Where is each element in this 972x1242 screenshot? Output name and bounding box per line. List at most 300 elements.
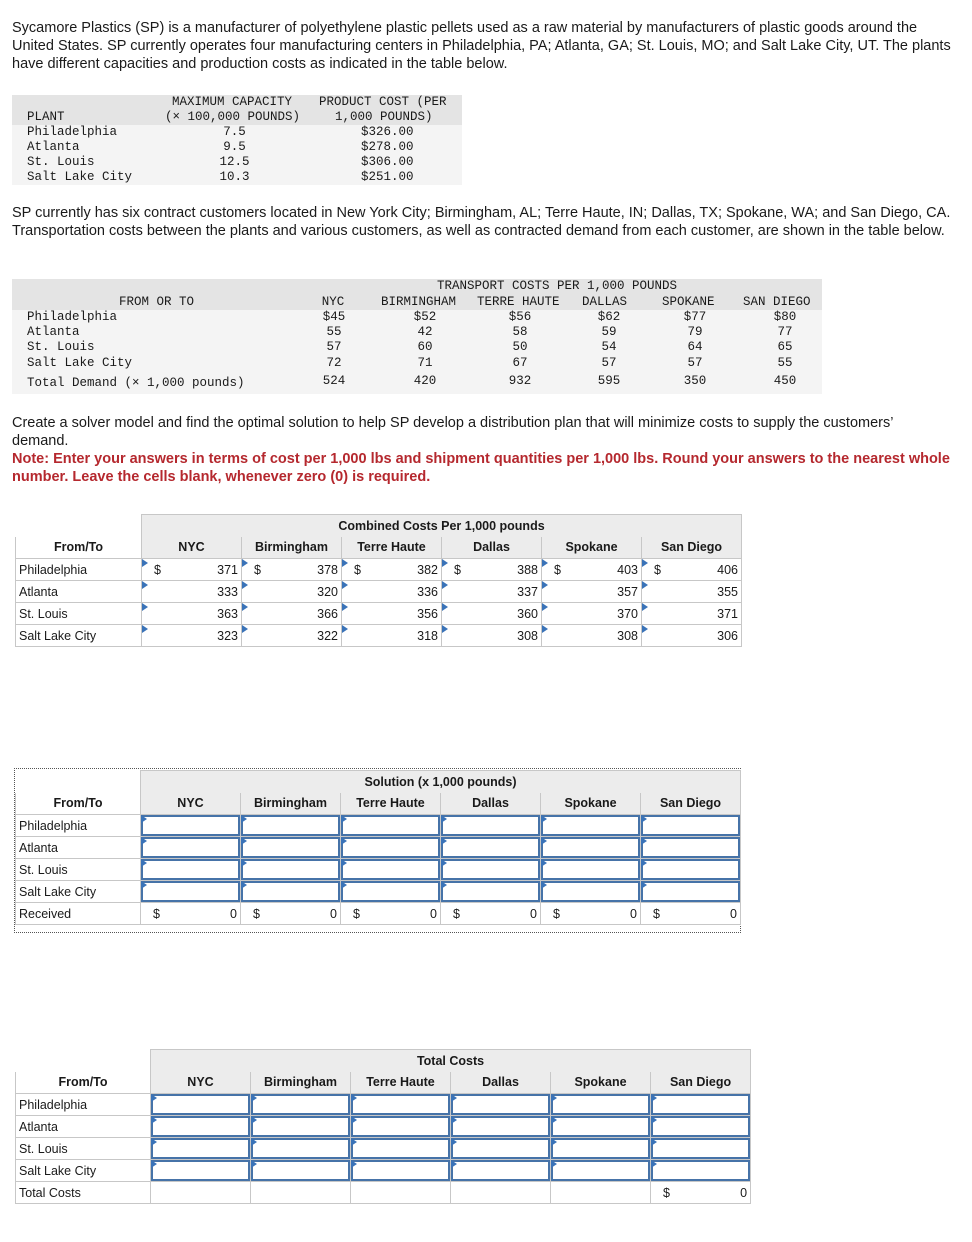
empty-cell <box>351 1182 451 1204</box>
total-cost-input-atlanta-birmingham-cell <box>251 1116 351 1138</box>
solution-input-salt-lake-city-san-diego[interactable] <box>641 881 740 902</box>
solution-input-st-louis-spokane[interactable] <box>541 859 640 880</box>
combined-cost-value: 336 <box>417 584 438 599</box>
row-label: Salt Lake City <box>16 625 142 647</box>
input-flag-icon <box>442 603 448 611</box>
solution-input-atlanta-birmingham-cell <box>241 837 341 859</box>
combined-cost-value: 363 <box>217 606 238 621</box>
combined-cost-value: 371 <box>717 606 739 621</box>
transport-cost-cell: 57 <box>326 340 342 354</box>
combined-cost-cell <box>342 603 442 625</box>
total-cost-input-salt-lake-city-nyc-cell <box>151 1160 251 1182</box>
solution-input-st-louis-dallas[interactable] <box>441 859 540 880</box>
total-demand-cell: 350 <box>683 374 707 388</box>
transport-cost-cell: 79 <box>687 325 703 339</box>
solution-input-st-louis-terre-haute-cell <box>341 859 441 881</box>
total-cost-input-atlanta-spokane-cell <box>551 1116 651 1138</box>
total-cost-input-philadelphia-spokane[interactable] <box>551 1094 650 1115</box>
input-flag-icon <box>242 603 248 611</box>
total-cost-input-st-louis-san-diego-cell <box>651 1138 751 1160</box>
total-demand-cell: 420 <box>413 374 437 388</box>
currency-symbol: $ <box>663 1186 670 1200</box>
table-row <box>16 1094 751 1116</box>
solution-input-philadelphia-spokane[interactable] <box>541 815 640 836</box>
combined-cost-cell <box>642 581 742 603</box>
col-nyc: NYC <box>151 1072 251 1094</box>
total-cost-input-philadelphia-terre-haute-cell <box>351 1094 451 1116</box>
empty-cell <box>251 1182 351 1204</box>
header-col-dallas: DALLAS <box>582 295 628 309</box>
solution-input-st-louis-birmingham-cell <box>241 859 341 881</box>
combined-cost-value: 382 <box>417 562 438 577</box>
combined-cost-value: 333 <box>217 584 238 599</box>
combined-cost-cell <box>642 559 742 581</box>
total-cost-input-salt-lake-city-spokane-cell <box>551 1160 651 1182</box>
total-cost-input-st-louis-spokane[interactable] <box>551 1138 650 1159</box>
combined-cost-value: 357 <box>617 584 638 599</box>
received-value: 0 <box>630 906 637 921</box>
solution-input-st-louis-san-diego[interactable] <box>641 859 740 880</box>
plant-cost: $306.00 <box>361 155 414 169</box>
col-birmingham: Birmingham <box>241 793 341 815</box>
header-plant: PLANT <box>27 110 65 124</box>
table-row <box>16 881 741 903</box>
received-cell <box>241 903 341 925</box>
table-row <box>16 837 741 859</box>
total-cost-input-philadelphia-birmingham[interactable] <box>251 1094 350 1115</box>
input-flag-icon <box>442 559 448 567</box>
total-cost-input-st-louis-nyc[interactable] <box>151 1138 250 1159</box>
total-cost-input-atlanta-terre-haute-cell <box>351 1116 451 1138</box>
transport-cost-cell: $80 <box>773 310 797 324</box>
total-cost-input-atlanta-san-diego[interactable] <box>651 1116 750 1137</box>
intro-paragraph-3: Create a solver model and find the optimal solution to help SP develop a distribution plan that will minimize costs to supply the customers’ demand. <box>12 415 893 449</box>
solution-input-atlanta-birmingham[interactable] <box>241 837 340 858</box>
transport-row-name: Atlanta <box>27 325 80 339</box>
table-row <box>16 1138 751 1160</box>
header-capacity-line1: MAXIMUM CAPACITY <box>172 95 293 109</box>
plant-capacity: 7.5 <box>223 125 246 139</box>
row-label: Atlanta <box>16 837 141 859</box>
received-cell <box>641 903 741 925</box>
note: Note: Enter your answers in terms of cost per 1,000 lbs and shipment quantities per 1,000 lbs. Round your answers to the nearest whole number. Leave the cells blank, whenever zero (0) is required. <box>12 451 950 485</box>
total-cost-input-philadelphia-birmingham-cell <box>251 1094 351 1116</box>
currency-symbol: $ <box>454 563 461 577</box>
header-col-spokane: SPOKANE <box>662 295 715 309</box>
combined-cost-value: 403 <box>617 562 638 577</box>
combined-cost-cell <box>442 603 542 625</box>
header-col-terre-haute: TERRE HAUTE <box>477 295 560 309</box>
total-cost-input-st-louis-terre-haute-cell <box>351 1138 451 1160</box>
total-cost-input-atlanta-san-diego-cell <box>651 1116 751 1138</box>
combined-cost-value: 378 <box>317 562 338 577</box>
input-flag-icon <box>342 625 348 633</box>
total-cost-input-st-louis-spokane-cell <box>551 1138 651 1160</box>
total-cost-input-salt-lake-city-san-diego[interactable] <box>651 1160 750 1181</box>
currency-symbol: $ <box>353 907 360 921</box>
received-value: 0 <box>230 906 237 921</box>
col-birmingham: Birmingham <box>242 537 342 559</box>
received-cell <box>541 903 641 925</box>
transport-cost-cell: 65 <box>777 340 793 354</box>
total-cost-input-atlanta-dallas-cell <box>451 1116 551 1138</box>
solution-input-philadelphia-dallas-cell <box>441 815 541 837</box>
header-capacity-line2: (× 100,000 POUNDS) <box>165 110 301 124</box>
combined-cost-value: 318 <box>417 628 438 643</box>
combined-cost-value: 322 <box>317 628 338 643</box>
empty-cell <box>551 1182 651 1204</box>
solution-input-salt-lake-city-dallas-cell <box>441 881 541 903</box>
row-label: Salt Lake City <box>16 881 141 903</box>
currency-symbol: $ <box>254 563 261 577</box>
total-cost-input-salt-lake-city-spokane[interactable] <box>551 1160 650 1181</box>
row-label: Philadelphia <box>16 815 141 837</box>
combined-cost-value: 320 <box>317 584 338 599</box>
solution-input-philadelphia-terre-haute[interactable] <box>341 815 440 836</box>
solution-input-salt-lake-city-spokane[interactable] <box>541 881 640 902</box>
combined-cost-value: 371 <box>217 562 238 577</box>
solution-input-atlanta-nyc-cell <box>141 837 241 859</box>
total-cost-input-philadelphia-dallas-cell <box>451 1094 551 1116</box>
solution-title: Solution (x 1,000 pounds) <box>141 771 741 793</box>
currency-symbol: $ <box>153 907 160 921</box>
transport-cost-cell: 59 <box>601 325 617 339</box>
input-flag-icon <box>242 625 248 633</box>
plant-cost: $251.00 <box>361 170 414 184</box>
currency-symbol: $ <box>154 563 161 577</box>
total-cost-input-atlanta-dallas[interactable] <box>451 1116 550 1137</box>
solution-input-st-louis-nyc[interactable] <box>141 859 240 880</box>
total-costs-label: Total Costs <box>16 1182 151 1204</box>
col-san-diego: San Diego <box>641 793 741 815</box>
total-cost-input-salt-lake-city-dallas[interactable] <box>451 1160 550 1181</box>
total-costs-title: Total Costs <box>151 1050 751 1072</box>
total-cost-input-st-louis-dallas-cell <box>451 1138 551 1160</box>
header-col-san-diego: SAN DIEGO <box>743 295 811 309</box>
total-cost-input-philadelphia-san-diego-cell <box>651 1094 751 1116</box>
received-cell <box>141 903 241 925</box>
intro-paragraph-2: SP currently has six contract customers located in New York City; Birmingham, AL; Terre Haute, IN; Dallas, TX; Spokane, WA; and San Diego, CA. Transportation costs between the plants and various customers, as well as contracted demand from each customer, are shown in the table below. <box>12 205 951 239</box>
plant-capacity: 12.5 <box>219 155 250 169</box>
total-cost-input-atlanta-spokane[interactable] <box>551 1116 650 1137</box>
combined-costs-table <box>15 514 742 647</box>
received-label: Received <box>16 903 141 925</box>
solution-input-philadelphia-dallas[interactable] <box>441 815 540 836</box>
input-flag-icon <box>642 559 648 567</box>
total-costs-row <box>16 1182 751 1204</box>
combined-cost-value: 355 <box>717 584 739 599</box>
combined-cost-value: 370 <box>617 606 638 621</box>
combined-cost-cell <box>542 559 642 581</box>
solution-input-salt-lake-city-birmingham[interactable] <box>241 881 340 902</box>
solution-input-philadelphia-nyc-cell <box>141 815 241 837</box>
solution-input-st-louis-dallas-cell <box>441 859 541 881</box>
received-cell <box>441 903 541 925</box>
combined-cost-value: 406 <box>717 562 739 577</box>
table-row <box>16 581 742 603</box>
combined-cost-cell <box>542 581 642 603</box>
plant-capacity: 9.5 <box>223 140 246 154</box>
col-terre-haute: Terre Haute <box>342 537 442 559</box>
combined-cost-cell <box>442 625 542 647</box>
solution-input-atlanta-nyc[interactable] <box>141 837 240 858</box>
combined-cost-value: 388 <box>517 562 538 577</box>
combined-cost-cell <box>342 581 442 603</box>
transport-cost-cell: 64 <box>687 340 703 354</box>
combined-cost-cell <box>142 625 242 647</box>
total-cost-input-philadelphia-spokane-cell <box>551 1094 651 1116</box>
transport-cost-cell: 72 <box>326 356 342 370</box>
table-row <box>16 859 741 881</box>
solution-input-salt-lake-city-nyc[interactable] <box>141 881 240 902</box>
combined-cost-cell <box>142 603 242 625</box>
combined-cost-cell <box>642 603 742 625</box>
header-from-or-to: FROM OR TO <box>119 295 195 309</box>
total-cost-input-atlanta-terre-haute[interactable] <box>351 1116 450 1137</box>
combined-cost-value: 366 <box>317 606 338 621</box>
currency-symbol: $ <box>354 563 361 577</box>
table-row <box>16 603 742 625</box>
solution-input-philadelphia-san-diego[interactable] <box>641 815 740 836</box>
input-flag-icon <box>142 603 148 611</box>
currency-symbol: $ <box>253 907 260 921</box>
transport-cost-cell: $56 <box>508 310 532 324</box>
total-cost-input-salt-lake-city-terre-haute-cell <box>351 1160 451 1182</box>
total-cost-input-atlanta-nyc-cell <box>151 1116 251 1138</box>
received-cell <box>341 903 441 925</box>
plant-name: Atlanta <box>27 140 80 154</box>
col-dallas: Dallas <box>442 537 542 559</box>
combined-cost-value: 308 <box>617 628 638 643</box>
empty-cell <box>151 1182 251 1204</box>
combined-cost-cell <box>242 581 342 603</box>
row-label: St. Louis <box>16 859 141 881</box>
received-row <box>16 903 741 925</box>
total-cost-input-philadelphia-nyc-cell <box>151 1094 251 1116</box>
transport-cost-cell: $62 <box>597 310 621 324</box>
input-flag-icon <box>542 625 548 633</box>
solution-input-atlanta-terre-haute[interactable] <box>341 837 440 858</box>
received-value: 0 <box>430 906 437 921</box>
col-spokane: Spokane <box>542 537 642 559</box>
input-flag-icon <box>342 559 348 567</box>
input-flag-icon <box>142 581 148 589</box>
combined-cost-cell <box>342 559 442 581</box>
input-flag-icon <box>442 581 448 589</box>
total-cost-input-philadelphia-dallas[interactable] <box>451 1094 550 1115</box>
solution-input-st-louis-san-diego-cell <box>641 859 741 881</box>
solution-input-salt-lake-city-dallas[interactable] <box>441 881 540 902</box>
total-cost-input-salt-lake-city-birmingham[interactable] <box>251 1160 350 1181</box>
solution-input-atlanta-san-diego-cell <box>641 837 741 859</box>
total-demand-cell: 450 <box>773 374 797 388</box>
intro-paragraph-1: Sycamore Plastics (SP) is a manufacturer of polyethylene plastic pellets used as a raw material by manufacturers of plastic goods around the United States. SP currently operates four manufacturing centers in Philadelphia, PA; Atlanta, GA; St. Louis, MO; and Salt Lake City, UT. The plants have different capacities and production costs as indicated in the table below. <box>12 20 951 72</box>
input-flag-icon <box>642 581 648 589</box>
combined-cost-cell <box>242 559 342 581</box>
solution-input-philadelphia-birmingham-cell <box>241 815 341 837</box>
total-cost-input-st-louis-birmingham[interactable] <box>251 1138 350 1159</box>
combined-cost-cell <box>442 559 542 581</box>
total-cost-input-st-louis-terre-haute[interactable] <box>351 1138 450 1159</box>
combined-cost-cell <box>442 581 542 603</box>
col-san-diego: San Diego <box>651 1072 751 1094</box>
plant-capacity: 10.3 <box>219 170 250 184</box>
plant-name: Philadelphia <box>27 125 118 139</box>
combined-cost-cell <box>142 559 242 581</box>
combined-cost-cell <box>542 625 642 647</box>
combined-cost-cell <box>542 603 642 625</box>
total-cost-input-salt-lake-city-nyc[interactable] <box>151 1160 250 1181</box>
solution-input-atlanta-dallas-cell <box>441 837 541 859</box>
row-label: St. Louis <box>16 1138 151 1160</box>
from-to-label: From/To <box>16 537 142 559</box>
combined-cost-value: 306 <box>717 628 739 643</box>
transport-cost-cell: 60 <box>417 340 433 354</box>
input-flag-icon <box>342 581 348 589</box>
total-cost-input-st-louis-nyc-cell <box>151 1138 251 1160</box>
solution-input-salt-lake-city-birmingham-cell <box>241 881 341 903</box>
row-label: Philadelphia <box>16 1094 151 1116</box>
grand-total-cell <box>651 1182 751 1204</box>
currency-symbol: $ <box>453 907 460 921</box>
total-cost-input-atlanta-nyc[interactable] <box>151 1116 250 1137</box>
total-cost-input-salt-lake-city-terre-haute[interactable] <box>351 1160 450 1181</box>
col-terre-haute: Terre Haute <box>341 793 441 815</box>
total-cost-input-philadelphia-san-diego[interactable] <box>651 1094 750 1115</box>
solution-input-st-louis-spokane-cell <box>541 859 641 881</box>
table-row <box>16 1160 751 1182</box>
row-label: Salt Lake City <box>16 1160 151 1182</box>
col-dallas: Dallas <box>451 1072 551 1094</box>
row-label: Atlanta <box>16 581 142 603</box>
transport-cost-cell: $77 <box>683 310 707 324</box>
solution-table <box>15 770 741 925</box>
transport-cost-cell: $45 <box>322 310 346 324</box>
header-cost-line1: PRODUCT COST (PER <box>319 95 447 109</box>
received-value: 0 <box>730 906 737 921</box>
combined-cost-cell <box>642 625 742 647</box>
total-cost-input-atlanta-birmingham[interactable] <box>251 1116 350 1137</box>
plants-table <box>12 95 462 185</box>
combined-cost-value: 308 <box>517 628 538 643</box>
solution-input-salt-lake-city-nyc-cell <box>141 881 241 903</box>
plant-cost: $326.00 <box>361 125 414 139</box>
transport-cost-cell: 77 <box>777 325 793 339</box>
solution-input-philadelphia-nyc[interactable] <box>141 815 240 836</box>
row-label: St. Louis <box>16 603 142 625</box>
transport-cost-cell: 57 <box>687 356 703 370</box>
solution-input-salt-lake-city-terre-haute-cell <box>341 881 441 903</box>
total-cost-input-philadelphia-terre-haute[interactable] <box>351 1094 450 1115</box>
total-cost-input-st-louis-dallas[interactable] <box>451 1138 550 1159</box>
transport-cost-cell: 58 <box>512 325 528 339</box>
transport-cost-cell: 55 <box>326 325 342 339</box>
solution-input-salt-lake-city-terre-haute[interactable] <box>341 881 440 902</box>
solution-input-atlanta-terre-haute-cell <box>341 837 441 859</box>
transport-cost-cell: 71 <box>417 356 433 370</box>
col-spokane: Spokane <box>541 793 641 815</box>
input-flag-icon <box>342 603 348 611</box>
total-demand-label: Total Demand (× 1,000 pounds) <box>27 376 245 390</box>
currency-symbol: $ <box>553 907 560 921</box>
transport-cost-cell: 67 <box>512 356 528 370</box>
total-cost-input-st-louis-birmingham-cell <box>251 1138 351 1160</box>
input-flag-icon <box>142 559 148 567</box>
input-flag-icon <box>642 603 648 611</box>
transport-table <box>12 279 822 394</box>
solution-input-philadelphia-terre-haute-cell <box>341 815 441 837</box>
solution-input-atlanta-dallas[interactable] <box>441 837 540 858</box>
currency-symbol: $ <box>554 563 561 577</box>
input-flag-icon <box>242 581 248 589</box>
solution-input-st-louis-birmingham[interactable] <box>241 859 340 880</box>
transport-cost-cell: 57 <box>601 356 617 370</box>
total-costs-table <box>15 1049 751 1204</box>
table-row <box>16 625 742 647</box>
solution-input-atlanta-spokane[interactable] <box>541 837 640 858</box>
total-demand-cell: 524 <box>322 374 346 388</box>
solution-input-salt-lake-city-spokane-cell <box>541 881 641 903</box>
combined-cost-cell <box>242 625 342 647</box>
transport-cost-cell: 50 <box>512 340 528 354</box>
col-nyc: NYC <box>142 537 242 559</box>
plant-name: Salt Lake City <box>27 170 133 184</box>
input-flag-icon <box>442 625 448 633</box>
col-san-diego: San Diego <box>642 537 742 559</box>
from-to-label: From/To <box>16 1072 151 1094</box>
transport-title: TRANSPORT COSTS PER 1,000 POUNDS <box>437 279 678 293</box>
transport-cost-cell: 54 <box>601 340 617 354</box>
total-cost-input-philadelphia-nyc[interactable] <box>151 1094 250 1115</box>
row-label: Atlanta <box>16 1116 151 1138</box>
solution-input-atlanta-san-diego[interactable] <box>641 837 740 858</box>
transport-row-name: Salt Lake City <box>27 356 133 370</box>
combined-cost-cell <box>242 603 342 625</box>
solution-input-philadelphia-san-diego-cell <box>641 815 741 837</box>
total-cost-input-salt-lake-city-birmingham-cell <box>251 1160 351 1182</box>
total-cost-input-salt-lake-city-san-diego-cell <box>651 1160 751 1182</box>
transport-row-name: St. Louis <box>27 340 95 354</box>
total-cost-input-st-louis-san-diego[interactable] <box>651 1138 750 1159</box>
solution-input-st-louis-terre-haute[interactable] <box>341 859 440 880</box>
received-value: 0 <box>330 906 337 921</box>
solution-input-philadelphia-spokane-cell <box>541 815 641 837</box>
plant-cost: $278.00 <box>361 140 414 154</box>
transport-cost-cell: $52 <box>413 310 437 324</box>
combined-title: Combined Costs Per 1,000 pounds <box>142 515 742 537</box>
combined-cost-cell <box>142 581 242 603</box>
currency-symbol: $ <box>653 907 660 921</box>
col-terre-haute: Terre Haute <box>351 1072 451 1094</box>
input-flag-icon <box>542 603 548 611</box>
total-demand-cell: 595 <box>597 374 621 388</box>
solution-input-atlanta-spokane-cell <box>541 837 641 859</box>
transport-cost-cell: 55 <box>777 356 793 370</box>
plant-name: St. Louis <box>27 155 95 169</box>
transport-row-name: Philadelphia <box>27 310 118 324</box>
input-flag-icon <box>542 581 548 589</box>
input-flag-icon <box>242 559 248 567</box>
solution-input-salt-lake-city-san-diego-cell <box>641 881 741 903</box>
received-value: 0 <box>530 906 537 921</box>
combined-cost-value: 337 <box>517 584 538 599</box>
input-flag-icon <box>542 559 548 567</box>
combined-cost-cell <box>342 625 442 647</box>
col-birmingham: Birmingham <box>251 1072 351 1094</box>
empty-cell <box>451 1182 551 1204</box>
solution-input-philadelphia-birmingham[interactable] <box>241 815 340 836</box>
solution-input-st-louis-nyc-cell <box>141 859 241 881</box>
